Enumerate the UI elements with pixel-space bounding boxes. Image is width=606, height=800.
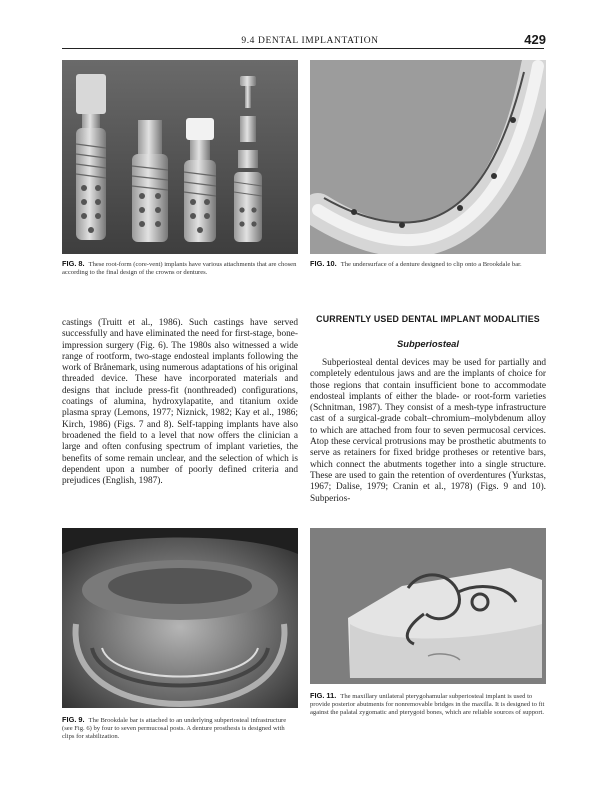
fig11-label: FIG. 11. (310, 691, 337, 700)
left-paragraph: castings (Truitt et al., 1986). Such castings have served successfully and have eliminated the need for first-stage, bone-impression surgery (Fig. 6). The 1980s also witnessed a wide range of rootform, two-stage endosteal implants following the work of Brånemark, using numerous adaptations of his original threaded device. These have incorporated materials and designs that include press-fit (nonthreaded) configurations, coatings of alumina, hydroxylapatite, and titanium oxide plasma spray (Lemons, 1977; Niznick, 1982; Kay et al., 1986; Kirch, 1986) (Figs. 7 and 8). Self-tapping implants have also broadened the field to a level that now offers the clinician a large and often confusing spectrum of implant varieties, the benefits of some remain unclear, and the selection of which is dependent upon a number of poorly defined criteria and prejudices (English, 1987). (62, 318, 298, 487)
fig9-caption-text: The Brookdale bar is attached to an underlying subperiosteal infrastructure (see Fig. 6) by four to seven permucosal posts. A denture prosthesis is designed with clips for stabilization. (62, 717, 287, 741)
fig11-photo (310, 528, 546, 684)
fig9-caption (62, 716, 298, 742)
fig10-caption-text: The undersurface of a denture designed to clip onto a Brookdale bar. (340, 261, 522, 268)
page-number: 429 (524, 32, 546, 47)
right-paragraph: Subperiosteal dental devices may be used for partially and completely edentulous jaws and are the implants of choice for those regions that contain insufficient bone to accommodate endosteal implants of either the blade- or root-form varieties (Schnitman, 1987). They consist of a mesh-type infrastructure cast of a surgical-grade cobalt–chromium–molybdenum alloy to which are attached from four to seven permucosal cervices. Atop these cervical protrusions may be prosthetic abutments to serve as retainers for fixed bridge protheses or retentive bars, which connect the abutments together into a single structure. These are used to gain the retention of overdentures (Yurkstas, 1967; Dalise, 1979; Cranin et al., 1978) (Figs. 9 and 10). Subperios- (310, 358, 546, 504)
right-column-body (310, 358, 546, 505)
header-rule (62, 48, 544, 49)
section-title: CURRENTLY USED DENTAL IMPLANT MODALITIES (316, 314, 540, 324)
fig11-caption-text: The maxillary unilateral pterygohamular subperiosteal implant is used to provide posterior abutments for nonremovable bridges in the maxilla. It is designed to fit against the palatal zygomatic and pterygoid bones, which are reliable sources of support. (310, 693, 545, 717)
fig8-photo (62, 60, 298, 254)
fig8-caption (62, 260, 298, 277)
running-title: 9.4 DENTAL IMPLANTATION (241, 36, 379, 46)
fig8-label: FIG. 8. (62, 259, 85, 268)
fig10-caption (310, 260, 546, 269)
fig11-caption (310, 692, 546, 718)
fig9-photo (62, 528, 298, 708)
left-column-body (62, 318, 298, 487)
fig9-label: FIG. 9. (62, 715, 85, 724)
subsection-title: Subperiosteal (397, 338, 459, 349)
fig10-photo (310, 60, 546, 254)
fig10-label: FIG. 10. (310, 259, 337, 268)
fig8-caption-text: These root-form (core-vent) implants have various attachments that are chosen according to the final design of the crowns or dentures. (62, 261, 297, 277)
